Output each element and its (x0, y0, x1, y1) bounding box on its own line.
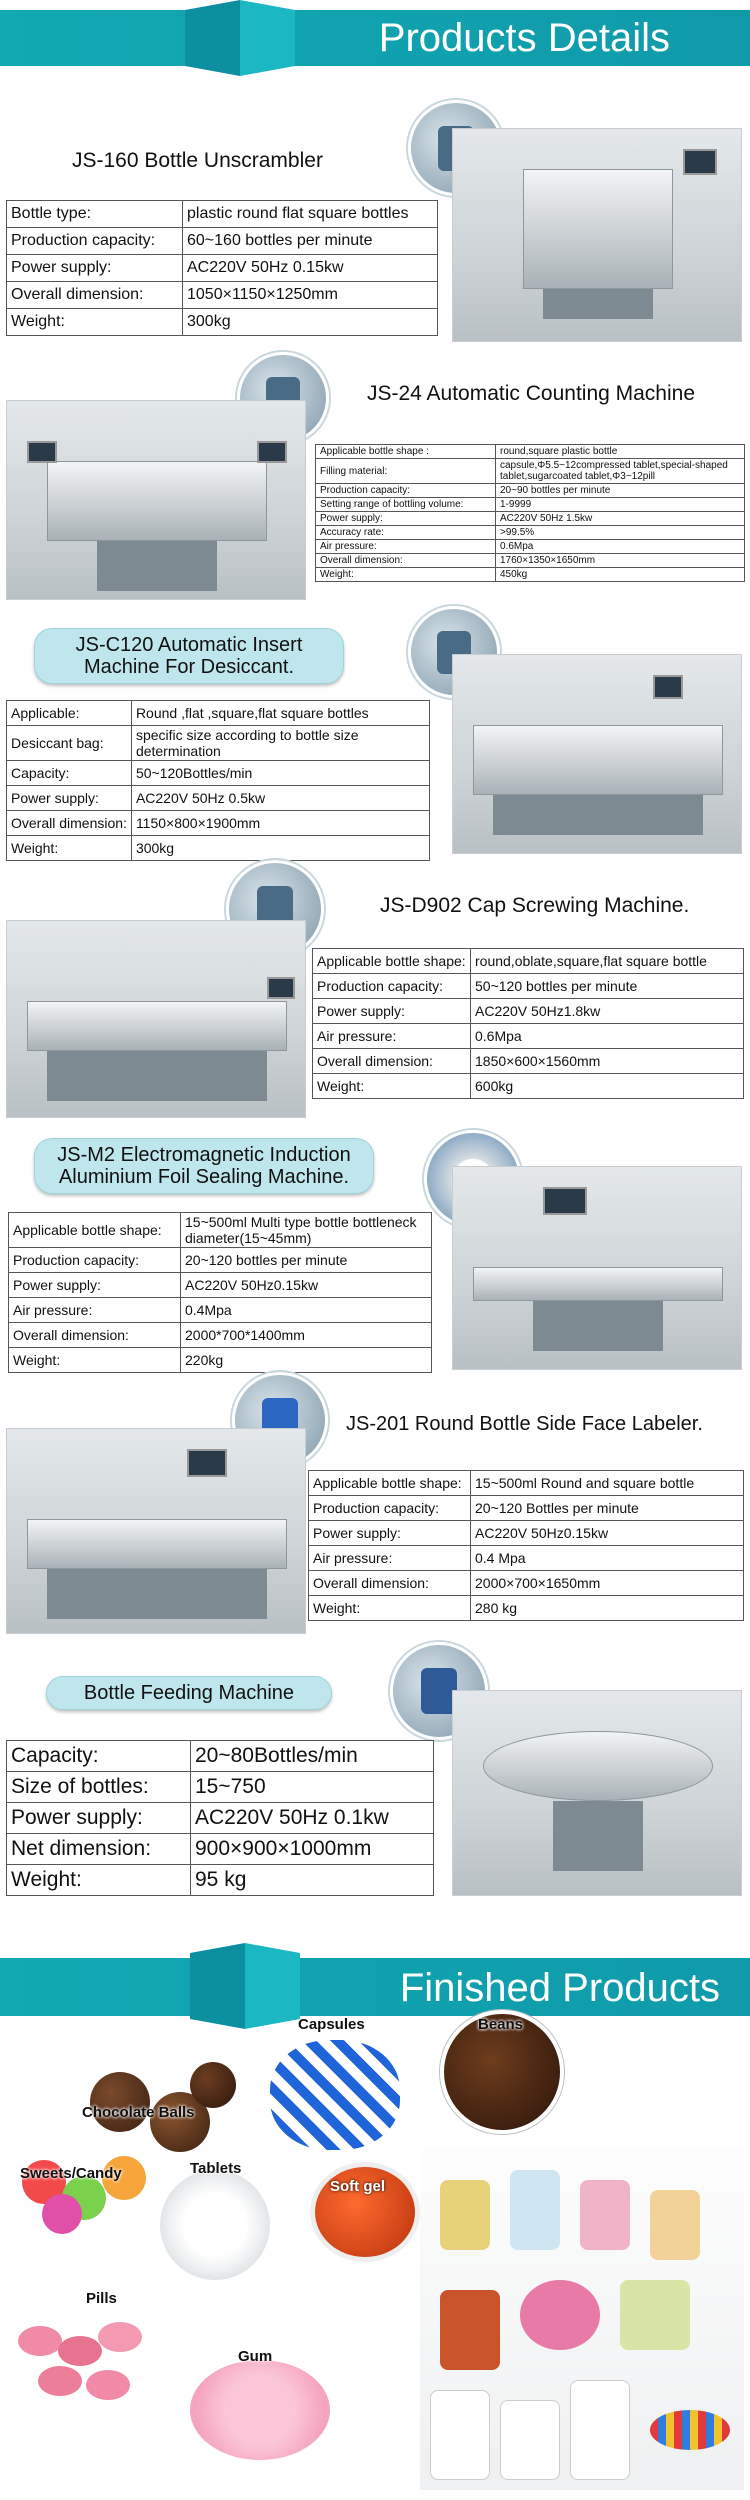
spec-row (9, 1273, 432, 1298)
spec-row (7, 761, 430, 786)
spec-row (7, 1772, 434, 1803)
spec-row (316, 484, 745, 498)
gum-label: Gum (238, 2348, 273, 2365)
spec-value: round,square plastic bottle (496, 445, 745, 459)
spec-row (316, 459, 745, 484)
spec-row (7, 811, 430, 836)
product-title-jsm2-line1: JS-M2 Electromagnetic Induction (57, 1144, 351, 1166)
spec-label: Net dimension: (7, 1834, 191, 1865)
soft-gel-item (310, 2162, 420, 2262)
spec-value: 20~80Bottles/min (191, 1741, 434, 1772)
js24-machine-photo (6, 400, 306, 600)
spec-row (9, 1348, 432, 1373)
spec-value: capsule,Φ5.5~12compressed tablet,special-shaped tablet,sugarcoated tablet,Φ3~12pill (496, 459, 745, 484)
spec-value: 0.4 Mpa (471, 1546, 744, 1571)
spec-label: Weight: (9, 1348, 181, 1373)
spec-label: Setting range of bottling volume: (316, 498, 496, 512)
spec-table-jsc120 (6, 700, 430, 861)
spec-value: 20~90 bottles per minute (496, 484, 745, 498)
spec-table-jsm2 (8, 1212, 432, 1373)
spec-table-js24 (315, 444, 745, 582)
product-title-js24: JS-24 Automatic Counting Machine (367, 382, 696, 405)
spec-value: 0.6Mpa (471, 1024, 744, 1049)
capsules-label: Capsules (298, 2016, 365, 2033)
product-title-bottle-feeding: Bottle Feeding Machine (46, 1676, 332, 1710)
spec-row (309, 1471, 744, 1496)
spec-row (309, 1546, 744, 1571)
spec-value: 600kg (471, 1074, 744, 1099)
spec-value: 15~750 (191, 1772, 434, 1803)
spec-label: Production capacity: (309, 1496, 471, 1521)
spec-row (309, 1596, 744, 1621)
spec-row (7, 726, 430, 761)
spec-value: AC220V 50Hz1.8kw (471, 999, 744, 1024)
spec-row (7, 701, 430, 726)
sweets-candy-label: Sweets/Candy (20, 2165, 122, 2182)
spec-value: 15~500ml Multi type bottle bottleneck diameter(15~45mm) (181, 1213, 432, 1248)
spec-value: 2000*700*1400mm (181, 1323, 432, 1348)
spec-row (309, 1571, 744, 1596)
spec-row (7, 1803, 434, 1834)
jsd902-machine-photo (6, 920, 306, 1118)
spec-value: 280 kg (471, 1596, 744, 1621)
finished-products-banner (0, 1936, 750, 2036)
spec-value: 95 kg (191, 1865, 434, 1896)
spec-row (313, 974, 744, 999)
gum-item (190, 2360, 330, 2460)
spec-value: 50~120Bottles/min (131, 761, 429, 786)
spec-label: Production capacity: (7, 228, 183, 255)
spec-label: Overall dimension: (316, 554, 496, 568)
spec-row (313, 1074, 744, 1099)
spec-label: Filling material: (316, 459, 496, 484)
spec-table-bottle-feeding (6, 1740, 434, 1896)
spec-value: 900×900×1000mm (191, 1834, 434, 1865)
spec-value: AC220V 50Hz 0.5kw (131, 786, 429, 811)
spec-label: Capacity: (7, 761, 132, 786)
spec-label: Applicable bottle shape : (316, 445, 496, 459)
spec-label: Weight: (7, 836, 132, 861)
spec-label: Weight: (7, 309, 183, 336)
spec-label: Production capacity: (316, 484, 496, 498)
spec-row (7, 309, 438, 336)
spec-table-js160 (6, 200, 438, 336)
spec-value: 0.4Mpa (181, 1298, 432, 1323)
spec-label: Applicable: (7, 701, 132, 726)
spec-row (7, 1741, 434, 1772)
capsules-item (270, 2040, 400, 2150)
spec-label: Power supply: (7, 1803, 191, 1834)
jsc120-machine-photo (452, 654, 742, 854)
spec-value: 20~120 Bottles per minute (471, 1496, 744, 1521)
spec-label: Desiccant bag: (7, 726, 132, 761)
feeding-machine-photo (452, 1690, 742, 1896)
spec-table-js201 (308, 1470, 744, 1621)
spec-value: 300kg (183, 309, 438, 336)
jsm2-machine-photo (452, 1166, 742, 1370)
spec-row (7, 255, 438, 282)
spec-label: Air pressure: (9, 1298, 181, 1323)
spec-label: Overall dimension: (7, 282, 183, 309)
banner-title: Products Details (378, 16, 670, 60)
spec-label: Weight: (309, 1596, 471, 1621)
spec-label: Capacity: (7, 1741, 191, 1772)
tablets-label: Tablets (190, 2160, 242, 2177)
spec-row (316, 554, 745, 568)
product-title-jsd902: JS-D902 Cap Screwing Machine. (380, 894, 690, 917)
spec-row (316, 568, 745, 582)
spec-label: Overall dimension: (7, 811, 132, 836)
spec-value: AC220V 50Hz 1.5kw (496, 512, 745, 526)
spec-row (313, 949, 744, 974)
products-details-banner (0, 0, 750, 86)
sweets-candy-item (12, 2146, 162, 2236)
spec-row (7, 228, 438, 255)
beans-label: Beans (478, 2016, 524, 2033)
spec-row (9, 1298, 432, 1323)
spec-label: Bottle type: (7, 201, 183, 228)
spec-label: Weight: (7, 1865, 191, 1896)
spec-label: Air pressure: (309, 1546, 471, 1571)
spec-label: Power supply: (9, 1273, 181, 1298)
spec-value: >99.5% (496, 526, 745, 540)
spec-value: AC220V 50Hz 0.15kw (183, 255, 438, 282)
spec-label: Power supply: (7, 255, 183, 282)
pills-label: Pills (86, 2290, 117, 2307)
spec-value: 20~120 bottles per minute (181, 1248, 432, 1273)
spec-row (316, 540, 745, 554)
product-title-jsm2 (34, 1138, 374, 1194)
spec-row (7, 836, 430, 861)
spec-value: 60~160 bottles per minute (183, 228, 438, 255)
spec-value: 220kg (181, 1348, 432, 1373)
spec-label: Applicable bottle shape: (309, 1471, 471, 1496)
bottles-display (420, 2150, 744, 2490)
spec-row (316, 498, 745, 512)
spec-value: Round ,flat ,square,flat square bottles (131, 701, 429, 726)
product-title-jsm2-line2: Aluminium Foil Sealing Machine. (58, 1166, 350, 1188)
spec-value: 300kg (131, 836, 429, 861)
spec-value: 1-9999 (496, 498, 745, 512)
spec-label: Production capacity: (313, 974, 471, 999)
spec-value: 50~120 bottles per minute (471, 974, 744, 999)
product-title-jsc120 (34, 628, 344, 684)
spec-row (313, 999, 744, 1024)
spec-label: Weight: (313, 1074, 471, 1099)
spec-row (316, 526, 745, 540)
spec-label: Production capacity: (9, 1248, 181, 1273)
spec-row (313, 1024, 744, 1049)
banner-fold-icon (185, 0, 295, 86)
spec-row (7, 201, 438, 228)
spec-label: Power supply: (7, 786, 132, 811)
spec-row (7, 1865, 434, 1896)
finished-products-title: Finished Products (399, 1966, 720, 2010)
spec-row (9, 1323, 432, 1348)
soft-gel-label: Soft gel (330, 2178, 385, 2195)
spec-label: Applicable bottle shape: (313, 949, 471, 974)
product-title-jsc120-line2: Machine For Desiccant. (83, 656, 295, 678)
spec-row (7, 1834, 434, 1865)
spec-table-jsd902 (312, 948, 744, 1099)
spec-row (9, 1248, 432, 1273)
spec-value: specific size according to bottle size determination (131, 726, 429, 761)
spec-label: Accuracy rate: (316, 526, 496, 540)
spec-value: 1050×1150×1250mm (183, 282, 438, 309)
spec-value: AC220V 50Hz 0.1kw (191, 1803, 434, 1834)
spec-value: 15~500ml Round and square bottle (471, 1471, 744, 1496)
spec-value: plastic round flat square bottles (183, 201, 438, 228)
js160-machine-photo (452, 128, 742, 342)
pills-item (8, 2296, 158, 2416)
spec-row (9, 1213, 432, 1248)
spec-value: round,oblate,square,flat square bottle (471, 949, 744, 974)
spec-label: Size of bottles: (7, 1772, 191, 1803)
spec-label: Applicable bottle shape: (9, 1213, 181, 1248)
js201-machine-photo (6, 1428, 306, 1634)
spec-label: Overall dimension: (309, 1571, 471, 1596)
tablets-item (160, 2170, 270, 2280)
spec-label: Power supply: (313, 999, 471, 1024)
spec-value: AC220V 50Hz0.15kw (181, 1273, 432, 1298)
banner-fold-icon-bottom (190, 1936, 300, 2036)
spec-label: Air pressure: (316, 540, 496, 554)
spec-value: 450kg (496, 568, 745, 582)
product-title-js201: JS-201 Round Bottle Side Face Labeler. (346, 1413, 703, 1435)
spec-value: AC220V 50Hz0.15kw (471, 1521, 744, 1546)
spec-row (7, 786, 430, 811)
spec-value: 0.6Mpa (496, 540, 745, 554)
spec-row (313, 1049, 744, 1074)
spec-value: 1150×800×1900mm (131, 811, 429, 836)
product-title-jsc120-line1: JS-C120 Automatic Insert (75, 634, 303, 656)
spec-value: 1850×600×1560mm (471, 1049, 744, 1074)
spec-label: Weight: (316, 568, 496, 582)
spec-row (316, 512, 745, 526)
spec-row (309, 1521, 744, 1546)
spec-value: 2000×700×1650mm (471, 1571, 744, 1596)
spec-value: 1760×1350×1650mm (496, 554, 745, 568)
product-title-js160: JS-160 Bottle Unscrambler (72, 149, 323, 172)
spec-row (316, 445, 745, 459)
spec-label: Overall dimension: (9, 1323, 181, 1348)
spec-row (7, 282, 438, 309)
spec-label: Overall dimension: (313, 1049, 471, 1074)
spec-label: Power supply: (316, 512, 496, 526)
chocolate-balls-label: Chocolate Balls (82, 2104, 195, 2121)
spec-label: Power supply: (309, 1521, 471, 1546)
spec-row (309, 1496, 744, 1521)
spec-label: Air pressure: (313, 1024, 471, 1049)
